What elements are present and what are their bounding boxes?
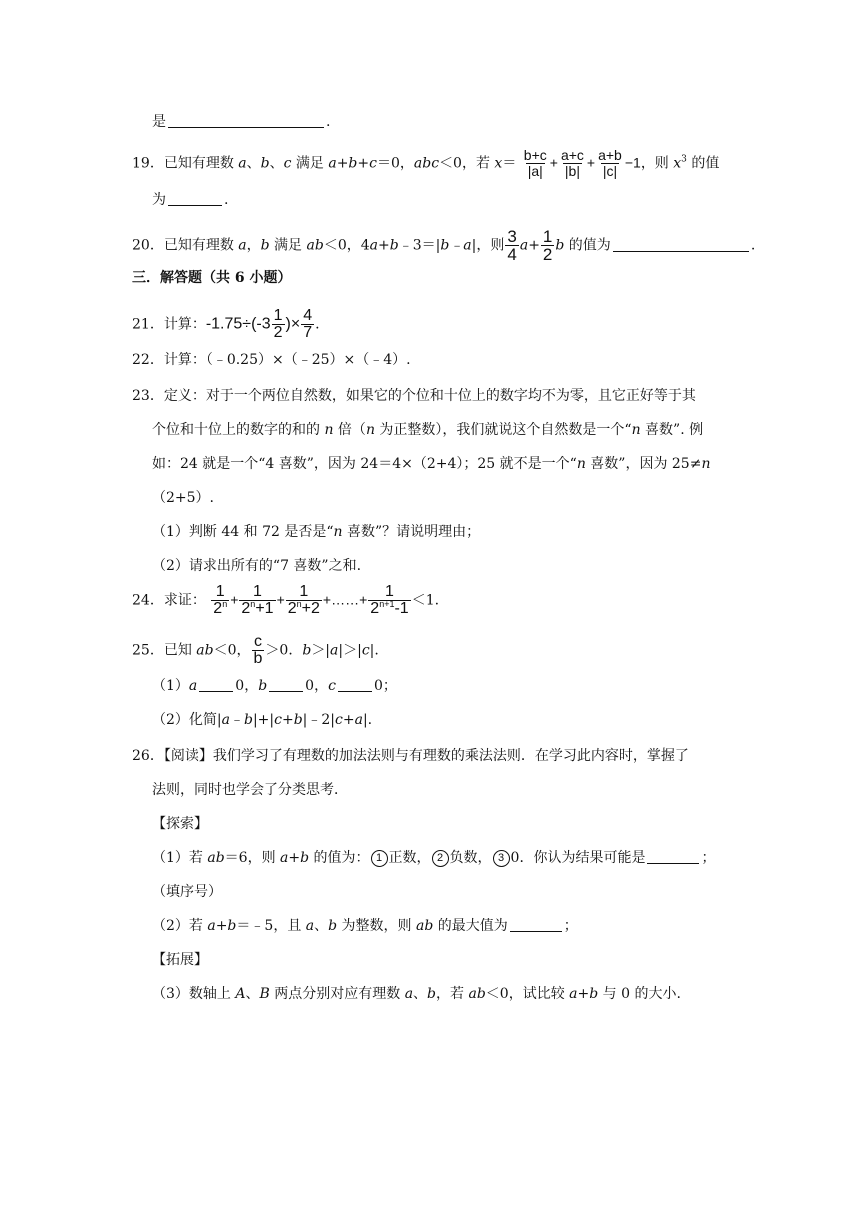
circled-number-3: 3	[493, 850, 510, 867]
question-20: 20．已知有理数 a，b 满足 ab＜0，4a+b﹣3＝|b﹣a|，则 $\frac{3}{4}$ a+ $\frac{1}{2}$ b 的值为 .	[132, 227, 756, 264]
question-26-sub1: （1）若 ab＝6，则 a+b 的值为： 1 正数， 2 负数， 3 0．你认为结果可能是 ；	[152, 850, 716, 866]
question-26-sub1-tail: （填序号）	[152, 884, 222, 900]
question-25-sub2: （2）化简|a﹣b|+|c+b|﹣2|c+a|.	[152, 712, 373, 728]
question-26-sub3: （3）数轴上 A、B 两点分别对应有理数 a、b，若 ab＜0，试比较 a+b 与 0 的大小.	[152, 986, 681, 1002]
fraction: $\frac{1}{2^{n+1}-1}$	[370, 583, 409, 617]
circled-number-1: 1	[371, 850, 388, 867]
fraction: $\frac{1}{2}$	[273, 307, 283, 341]
expand-heading: 【拓展】	[152, 952, 208, 968]
answer-blank[interactable]	[269, 677, 303, 692]
question-26-sub2: （2）若 a+b＝﹣5，且 a、b 为整数，则 ab 的最大值为 ；	[152, 918, 578, 934]
fraction: $\frac{a+b}{|c|}$	[598, 147, 622, 179]
question-25-sub1: （1）a 0，b 0，c 0；	[152, 678, 397, 694]
question-23-line4: （2+5）.	[152, 490, 214, 506]
question-23-line2: 个位和十位上的数字的和的 n 倍（n 为正整数），我们就说这个自然数是一个“n 喜数”. 例	[152, 422, 704, 438]
answer-blank[interactable]	[338, 677, 372, 692]
answer-blank[interactable]	[168, 113, 324, 128]
fraction: $\frac{1}{2}$	[542, 227, 553, 264]
question-23-sub2: （2）请求出所有的“7 喜数”之和.	[152, 558, 362, 574]
question-26: 26．【阅读】我们学习了有理数的加法法则与有理数的乘法法则．在学习此内容时，掌握了	[132, 748, 689, 764]
question-23-sub1: （1）判断 44 和 72 是否是“n 喜数”？请说明理由；	[152, 524, 481, 540]
answer-blank[interactable]	[199, 677, 233, 692]
section-title: 三．解答题（共 6 小题）	[132, 270, 292, 286]
circled-number-2: 2	[432, 850, 449, 867]
question-24: 24．求证： $\frac{1}{2^n}$ + $\frac{1}{2^n+1}$ + $\frac{1}{2^n+2}$ +……+ $\frac{1}{2^{n+1}-1}$ ＜1.	[132, 583, 440, 617]
fraction: $\frac{3}{4}$	[507, 227, 517, 264]
question-19: 19．已知有理数 a、b、c 满足 a+b+c＝0，abc＜0，若 x＝ $\frac{b+c}{|a|}$ + $\frac{a+c}{|b|}$ + $\frac{a+b}{|c|}$ −1，则 $x^3$ 的值	[132, 147, 720, 179]
question-22: 22．计算：（﹣0.25）×（﹣25）×（﹣4）.	[132, 352, 411, 368]
fraction: $\frac{1}{2^n}$	[213, 583, 228, 617]
question-21: 21．计算：-1.75÷(-3 $\frac{1}{2}$ )× $\frac{4}{7}$ .	[132, 307, 320, 341]
question-23: 23．定义：对于一个两位自然数，如果它的个位和十位上的数字均不为零，且它正好等于其	[132, 388, 696, 404]
fraction: $\frac{a+c}{|b|}$	[560, 147, 584, 179]
answer-blank[interactable]	[647, 849, 699, 864]
fraction: $\frac{1}{2^n+1}$	[241, 583, 274, 617]
question-25: 25．已知 ab＜0， $\frac{c}{b}$ ＞0．b＞|a|＞|c|.	[132, 633, 379, 667]
question-26-line2: 法则，同时也学会了分类思考．	[152, 782, 348, 798]
question-23-line3: 如：24 就是一个“4 喜数”，因为 24＝4×（2+4）；25 就不是一个“n 喜数”，因为 25≠n	[152, 456, 711, 472]
question-19-line2: 为 .	[152, 192, 229, 208]
fraction: $\frac{b+c}{|a|}$	[523, 147, 547, 179]
fraction: $\frac{1}{2^n+2}$	[287, 583, 320, 617]
answer-blank[interactable]	[168, 191, 222, 206]
fraction: $\frac{c}{b}$	[253, 633, 263, 667]
fraction: $\frac{4}{7}$	[303, 307, 313, 341]
answer-blank[interactable]	[510, 917, 562, 932]
q18-tail-line: 是 .	[152, 114, 331, 130]
explore-heading: 【探索】	[152, 816, 208, 832]
answer-blank[interactable]	[613, 237, 749, 252]
